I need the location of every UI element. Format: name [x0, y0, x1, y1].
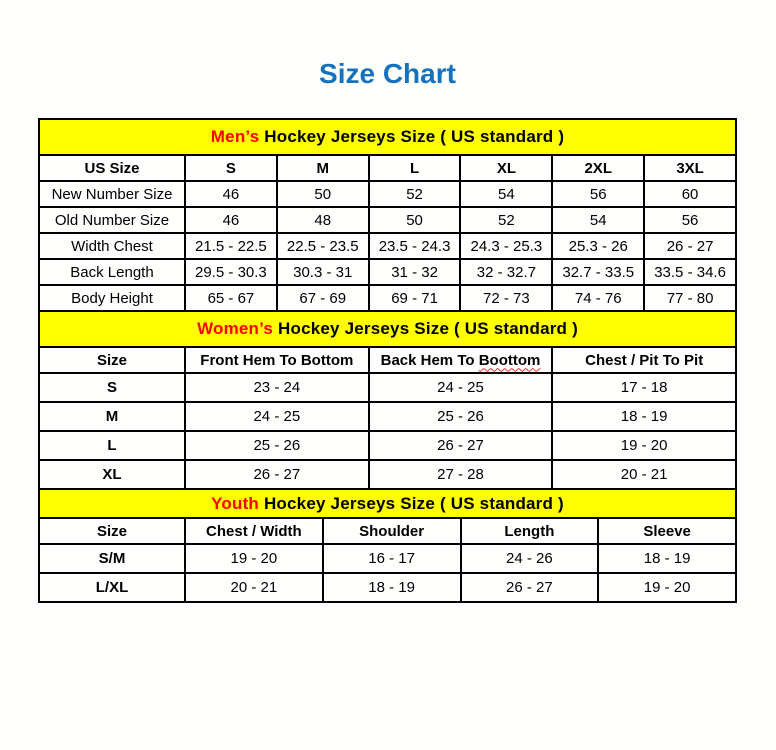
row-label: Old Number Size [39, 207, 185, 233]
size-value: 67 - 69 [277, 285, 369, 311]
size-value: 19 - 20 [552, 431, 736, 460]
column-header: 3XL [644, 155, 736, 181]
table-row [39, 460, 736, 489]
womens-section-header: Women’s Hockey Jerseys Size ( US standard ) [39, 311, 736, 347]
mens-section-accent: Men’s [210, 127, 260, 146]
size-value: 30.3 - 31 [277, 259, 369, 285]
row-label: New Number Size [39, 181, 185, 207]
size-value: 18 - 19 [323, 573, 461, 602]
column-header: S [185, 155, 277, 181]
size-value: 69 - 71 [369, 285, 461, 311]
column-header: Back Hem To Boottom [369, 347, 553, 373]
table-row [39, 431, 736, 460]
table-row [39, 573, 736, 602]
table-row [39, 233, 736, 259]
size-value: 52 [460, 207, 552, 233]
size-value: 24 - 25 [185, 402, 369, 431]
column-header: 2XL [552, 155, 644, 181]
size-value: 19 - 20 [185, 544, 323, 573]
youth-section-accent: Youth [211, 493, 260, 513]
size-value: 32 - 32.7 [460, 259, 552, 285]
size-value: 24 - 25 [369, 373, 553, 402]
misspelled-word: Boottom [478, 351, 541, 369]
mens-size-table [38, 118, 737, 312]
column-header: L [369, 155, 461, 181]
size-value: 56 [644, 207, 736, 233]
size-value: 25 - 26 [185, 431, 369, 460]
table-row [39, 544, 736, 573]
size-value: 46 [185, 181, 277, 207]
youth-section-row [39, 489, 736, 518]
column-header: Shoulder [323, 518, 461, 544]
column-header: Chest / Width [185, 518, 323, 544]
size-value: 17 - 18 [552, 373, 736, 402]
column-header: Front Hem To Bottom [185, 347, 369, 373]
row-label: Width Chest [39, 233, 185, 259]
size-value: 56 [552, 181, 644, 207]
size-value: 72 - 73 [460, 285, 552, 311]
row-label: S/M [39, 544, 185, 573]
size-value: 54 [552, 207, 644, 233]
size-value: 19 - 20 [598, 573, 736, 602]
womens-header-row [39, 347, 736, 373]
size-value: 20 - 21 [185, 573, 323, 602]
youth-size-table [38, 488, 737, 603]
size-value: 16 - 17 [323, 544, 461, 573]
size-value: 27 - 28 [369, 460, 553, 489]
size-value: 18 - 19 [598, 544, 736, 573]
size-value: 23 - 24 [185, 373, 369, 402]
size-value: 26 - 27 [461, 573, 599, 602]
size-value: 50 [277, 181, 369, 207]
table-row [39, 259, 736, 285]
youth-section-header: Youth Hockey Jerseys Size ( US standard ) [39, 489, 736, 518]
row-label: L [39, 431, 185, 460]
column-header: Size [39, 518, 185, 544]
row-label: M [39, 402, 185, 431]
size-value: 29.5 - 30.3 [185, 259, 277, 285]
size-value: 48 [277, 207, 369, 233]
size-value: 54 [460, 181, 552, 207]
size-value: 22.5 - 23.5 [277, 233, 369, 259]
size-value: 31 - 32 [369, 259, 461, 285]
size-value: 32.7 - 33.5 [552, 259, 644, 285]
table-row [39, 285, 736, 311]
size-value: 25.3 - 26 [552, 233, 644, 259]
row-label: S [39, 373, 185, 402]
size-value: 20 - 21 [552, 460, 736, 489]
size-value: 25 - 26 [369, 402, 553, 431]
row-label: L/XL [39, 573, 185, 602]
mens-header-row [39, 155, 736, 181]
size-value: 74 - 76 [552, 285, 644, 311]
size-value: 46 [185, 207, 277, 233]
womens-section-accent: Women’s [197, 319, 274, 338]
womens-section-row [39, 311, 736, 347]
column-header: Length [461, 518, 599, 544]
page-title: Size Chart [319, 58, 456, 89]
size-value: 24 - 26 [461, 544, 599, 573]
size-value: 24.3 - 25.3 [460, 233, 552, 259]
column-header: US Size [39, 155, 185, 181]
size-value: 52 [369, 181, 461, 207]
youth-header-row [39, 518, 736, 544]
table-row [39, 402, 736, 431]
column-header: XL [460, 155, 552, 181]
table-row [39, 373, 736, 402]
mens-section-row [39, 119, 736, 155]
row-label: XL [39, 460, 185, 489]
size-value: 26 - 27 [369, 431, 553, 460]
size-value: 50 [369, 207, 461, 233]
size-value: 26 - 27 [644, 233, 736, 259]
size-chart [38, 118, 737, 603]
size-value: 77 - 80 [644, 285, 736, 311]
row-label: Back Length [39, 259, 185, 285]
size-value: 65 - 67 [185, 285, 277, 311]
column-header: M [277, 155, 369, 181]
column-header: Size [39, 347, 185, 373]
size-value: 26 - 27 [185, 460, 369, 489]
table-row [39, 207, 736, 233]
size-value: 21.5 - 22.5 [185, 233, 277, 259]
column-header: Sleeve [598, 518, 736, 544]
womens-size-table [38, 310, 737, 490]
size-value: 18 - 19 [552, 402, 736, 431]
table-row [39, 181, 736, 207]
row-label: Body Height [39, 285, 185, 311]
size-value: 60 [644, 181, 736, 207]
mens-section-header: Men’s Hockey Jerseys Size ( US standard ) [39, 119, 736, 155]
column-header: Chest / Pit To Pit [552, 347, 736, 373]
size-value: 33.5 - 34.6 [644, 259, 736, 285]
size-value: 23.5 - 24.3 [369, 233, 461, 259]
